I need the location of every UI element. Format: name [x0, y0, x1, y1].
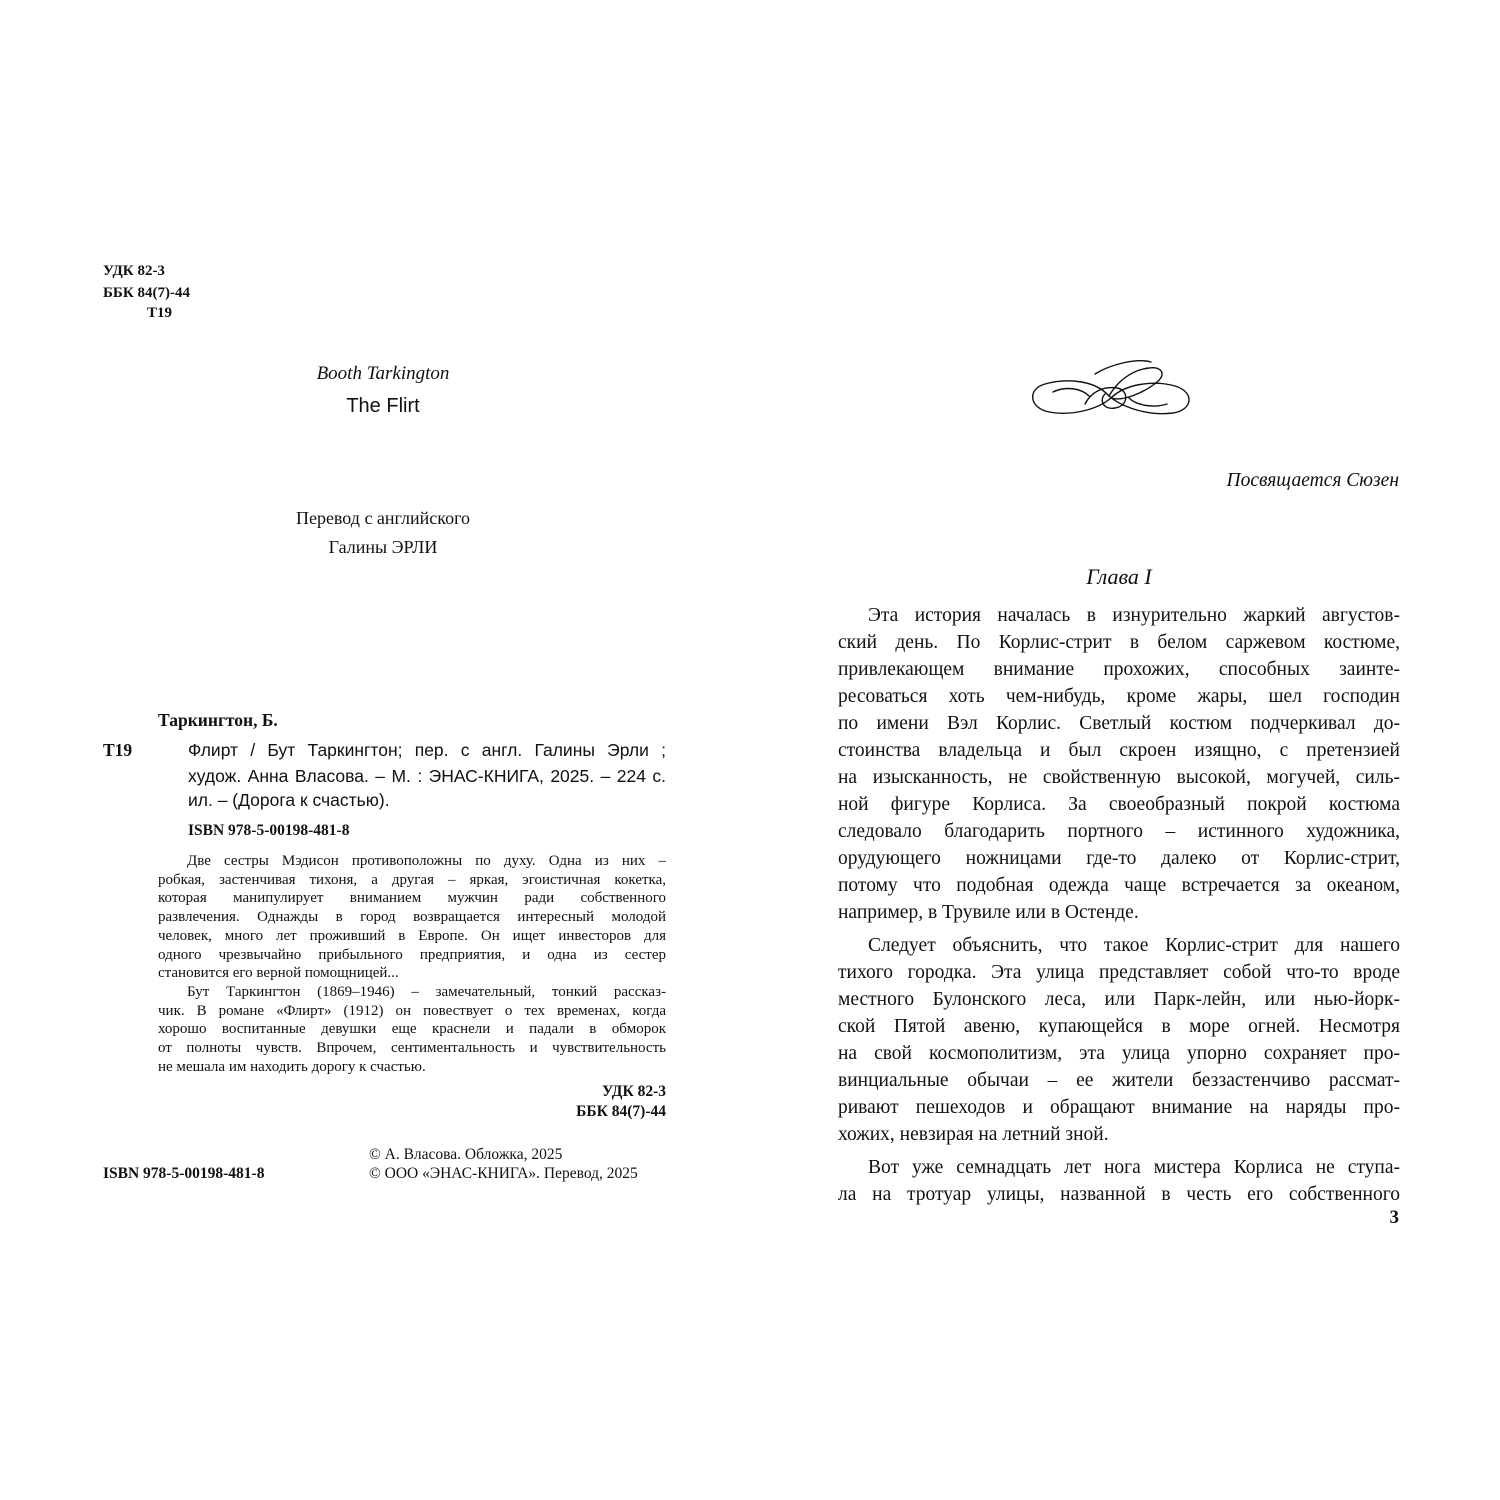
translator-name: Галины ЭРЛИ: [328, 537, 438, 557]
annotation-line: Две сестры Мэдисон противоположны по духу. Одна из них –: [187, 853, 666, 869]
paragraph: [838, 932, 1400, 1148]
translation-label: Перевод с английского: [295, 508, 471, 528]
paragraph: [838, 602, 1400, 926]
author-english: Booth Tarkington: [316, 363, 450, 384]
annotation-line: не мешала им находить дорогу к счастью.: [158, 1058, 426, 1075]
text-line: Вот уже семнадцать лет нога мистера Корлиса не ступа-: [868, 1157, 1400, 1178]
text-line: ресоваться хоть чем-нибудь, кроме жары, шел господин: [838, 686, 1400, 707]
catalog-line: худож. Анна Власова. – М. : ЭНАС-КНИГА, 2025. – 224 с.: [188, 766, 666, 786]
paragraph: [838, 1154, 1400, 1208]
text-line: привлекающем внимание прохожих, способных заинте-: [838, 659, 1400, 680]
catalog-author: Таркингтон, Б.: [158, 710, 278, 730]
catalog-line: Флирт / Бут Таркингтон; пер. с англ. Галины Эрли ;: [188, 740, 666, 760]
bbk-code-bottom: ББК 84(7)-44: [576, 1103, 666, 1120]
copyright-translation: © ООО «ЭНАС-КНИГА». Перевод, 2025: [369, 1165, 638, 1182]
page-number: 3: [1389, 1207, 1399, 1228]
text-line: Следует объяснить, что такое Корлис-стрит для нашего: [868, 935, 1400, 956]
text-line: местного Булонского леса, или Парк-лейн, или нью-йорк-: [838, 989, 1400, 1010]
isbn-bottom: ISBN 978-5-00198-481-8: [103, 1165, 265, 1182]
annotation-line: развлечения. Однажды в город возвращается интересный молодой: [158, 909, 666, 926]
chapter-body: [838, 602, 1400, 1214]
catalog-isbn: ISBN 978-5-00198-481-8: [188, 822, 350, 839]
annotation-line: от полноты чувств. Впрочем, сентиментальность и чувствительность: [158, 1040, 666, 1057]
text-line: по имени Вэл Корлис. Светлый костюм подчеркивал до-: [838, 713, 1400, 734]
text-line: ной фигуре Корлиса. За своеобразный покрой костюма: [838, 794, 1400, 815]
udk-code-bottom: УДК 82-3: [602, 1083, 666, 1100]
text-line: ской Пятой авеню, купающейся в море огней. Несмотря: [838, 1016, 1400, 1037]
text-line: Эта история началась в изнурительно жаркий августов-: [868, 605, 1400, 626]
text-line: стоинства владельца и был скроен изящно, с претензией: [838, 740, 1400, 761]
chapter-title: Глава I: [1086, 564, 1152, 589]
text-line: на изысканность, не свойственную высокой, могучей, силь-: [838, 767, 1400, 788]
text-line: следовало благодарить портного – истинного художника,: [838, 821, 1400, 842]
text-line: потому что подобная одежда чаще встречается за океаном,: [838, 875, 1400, 896]
catalog-code: Т19: [103, 740, 133, 760]
flourish-ornament: [1025, 352, 1197, 428]
annotation-line: становится его верной помощницей...: [158, 965, 399, 982]
text-line: на свой космополитизм, эта улица упорно сохраняет про-: [838, 1043, 1400, 1064]
dedication: Посвящается Сюзен: [1226, 470, 1399, 491]
udk-code-top: УДК 82-3: [103, 263, 165, 279]
text-line: хожих, невзирая на летний зной.: [838, 1124, 1109, 1145]
text-line: винциальные обычаи – ее жители беззастенчиво рассмат-: [838, 1070, 1400, 1091]
annotation-line: которая манипулирует вниманием мужчин ради собственного: [158, 890, 666, 907]
bbk-code-top: ББК 84(7)-44: [103, 285, 190, 301]
annotation-line: робкая, застенчивая тихоня, а другая – яркая, эгоистичная кокетка,: [158, 871, 666, 888]
author-mark-top: Т19: [147, 305, 173, 321]
annotation-line: Бут Таркингтон (1869–1946) – замечательный, тонкий рассказ-: [187, 983, 666, 1000]
copyright-cover: © А. Власова. Обложка, 2025: [369, 1146, 563, 1163]
annotation-line: одного чрезвычайно прибыльного предприятия, и одна из сестер: [158, 946, 666, 963]
text-line: орудующего ножницами где-то далеко от Корлис-стрит,: [838, 848, 1400, 869]
text-line: например, в Трувиле или в Остенде.: [838, 902, 1139, 923]
annotation-line: чик. В романе «Флирт» (1912) он повествует о тех временах, когда: [158, 1002, 666, 1019]
annotation-line: хорошо воспитанные девушки еще краснели и падали в обморок: [158, 1021, 666, 1038]
text-line: ривают пешеходов и обращают внимание на наряды про-: [838, 1097, 1400, 1118]
annotation: [158, 852, 666, 1076]
catalog-line: ил. – (Дорога к счастью).: [188, 790, 390, 810]
annotation-line: человек, много лет проживший в Европе. Он ищет инвесторов для: [158, 927, 666, 944]
text-line: тихого городка. Эта улица представляет собой что-то вроде: [838, 962, 1400, 983]
text-line: ский день. По Корлис-стрит в белом саржевом костюме,: [838, 632, 1400, 653]
text-line: ла на тротуар улицы, названной в честь его собственного: [838, 1184, 1400, 1205]
title-english: The Flirt: [346, 395, 420, 417]
